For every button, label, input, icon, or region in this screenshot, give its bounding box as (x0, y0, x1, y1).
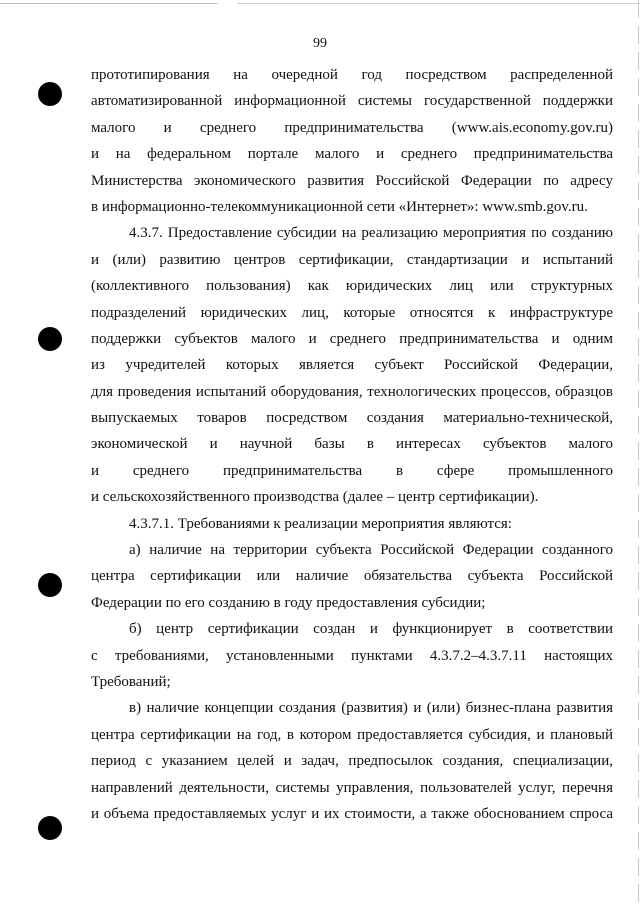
text-line: Требований; (91, 673, 171, 690)
text-line: автоматизированной информационной системы государственной поддержки (91, 93, 613, 110)
text-line: (коллективного пользования) как юридических лиц или структурных (91, 278, 613, 295)
paragraph (91, 62, 613, 220)
text-line: центра сертификации на год, в котором предоставляется субсидия, и плановый (91, 726, 613, 743)
text-line: а) наличие на территории субъекта Российской Федерации созданного (129, 542, 613, 559)
paragraph (91, 537, 613, 616)
text-line: центра сертификации или наличие обязательства субъекта Российской (91, 568, 613, 585)
text-line: и на федеральном портале малого и среднего предпринимательства (91, 146, 613, 163)
punch-hole-3 (38, 573, 62, 597)
text-line: малого и среднего предпринимательства (www.ais.economy.gov.ru) (91, 119, 613, 136)
text-line: в) наличие концепции создания (развития) и (или) бизнес-плана развития (129, 700, 613, 717)
document-body (91, 62, 613, 827)
text-line: и среднего предпринимательства в сфере промышленного (91, 462, 613, 479)
punch-hole-2 (38, 327, 62, 351)
text-line: б) центр сертификации создан и функционирует в соответствии (129, 621, 613, 638)
text-line: 4.3.7. Предоставление субсидии на реализацию мероприятия по созданию (129, 225, 613, 242)
scan-top-edge (0, 3, 640, 4)
paragraph (91, 220, 613, 510)
text-line: Федерации по его созданию в году предоставления субсидии; (91, 594, 486, 611)
text-line: подразделений юридических лиц, которые относятся к инфраструктуре (91, 304, 613, 321)
text-line: и сельскохозяйственного производства (далее – центр сертификации). (91, 489, 539, 506)
punch-hole-4 (38, 816, 62, 840)
text-line: для проведения испытаний оборудования, технологических процессов, образцов (91, 383, 613, 400)
punch-hole-1 (38, 82, 62, 106)
text-line: направлений деятельности, системы управления, пользователей услуг, перечня (91, 779, 613, 796)
text-line: и (или) развитию центров сертификации, стандартизации и испытаний (91, 251, 613, 268)
text-line: 4.3.7.1. Требованиями к реализации мероприятия являются: (129, 515, 512, 532)
text-line: и объема предоставляемых услуг и их стоимости, а также обоснованием спроса (91, 805, 613, 822)
text-line: в информационно-телекоммуникационной сети «Интернет»: www.smb.gov.ru. (91, 198, 588, 215)
text-line: прототипирования на очередной год посредством распределенной (91, 67, 613, 83)
text-line: поддержки субъектов малого и среднего предпринимательства и одним (91, 330, 613, 347)
text-line: экономической и научной базы в интересах субъектов малого (91, 436, 613, 453)
text-line: с требованиями, установленными пунктами 4.3.7.2–4.3.7.11 настоящих (91, 647, 613, 664)
text-line: период с указанием целей и задач, предпосылок создания, специализации, (91, 753, 613, 770)
page-number: 99 (313, 36, 327, 51)
paragraph (91, 511, 613, 537)
scan-right-edge (638, 0, 639, 905)
paragraph (91, 695, 613, 827)
text-line: выпускаемых товаров посредством создания материально-технической, (91, 410, 613, 427)
paragraph (91, 616, 613, 695)
text-line: Министерства экономического развития Российской Федерации по адресу (91, 172, 613, 189)
text-line: из учредителей которых является субъект Российской Федерации, (91, 357, 613, 374)
